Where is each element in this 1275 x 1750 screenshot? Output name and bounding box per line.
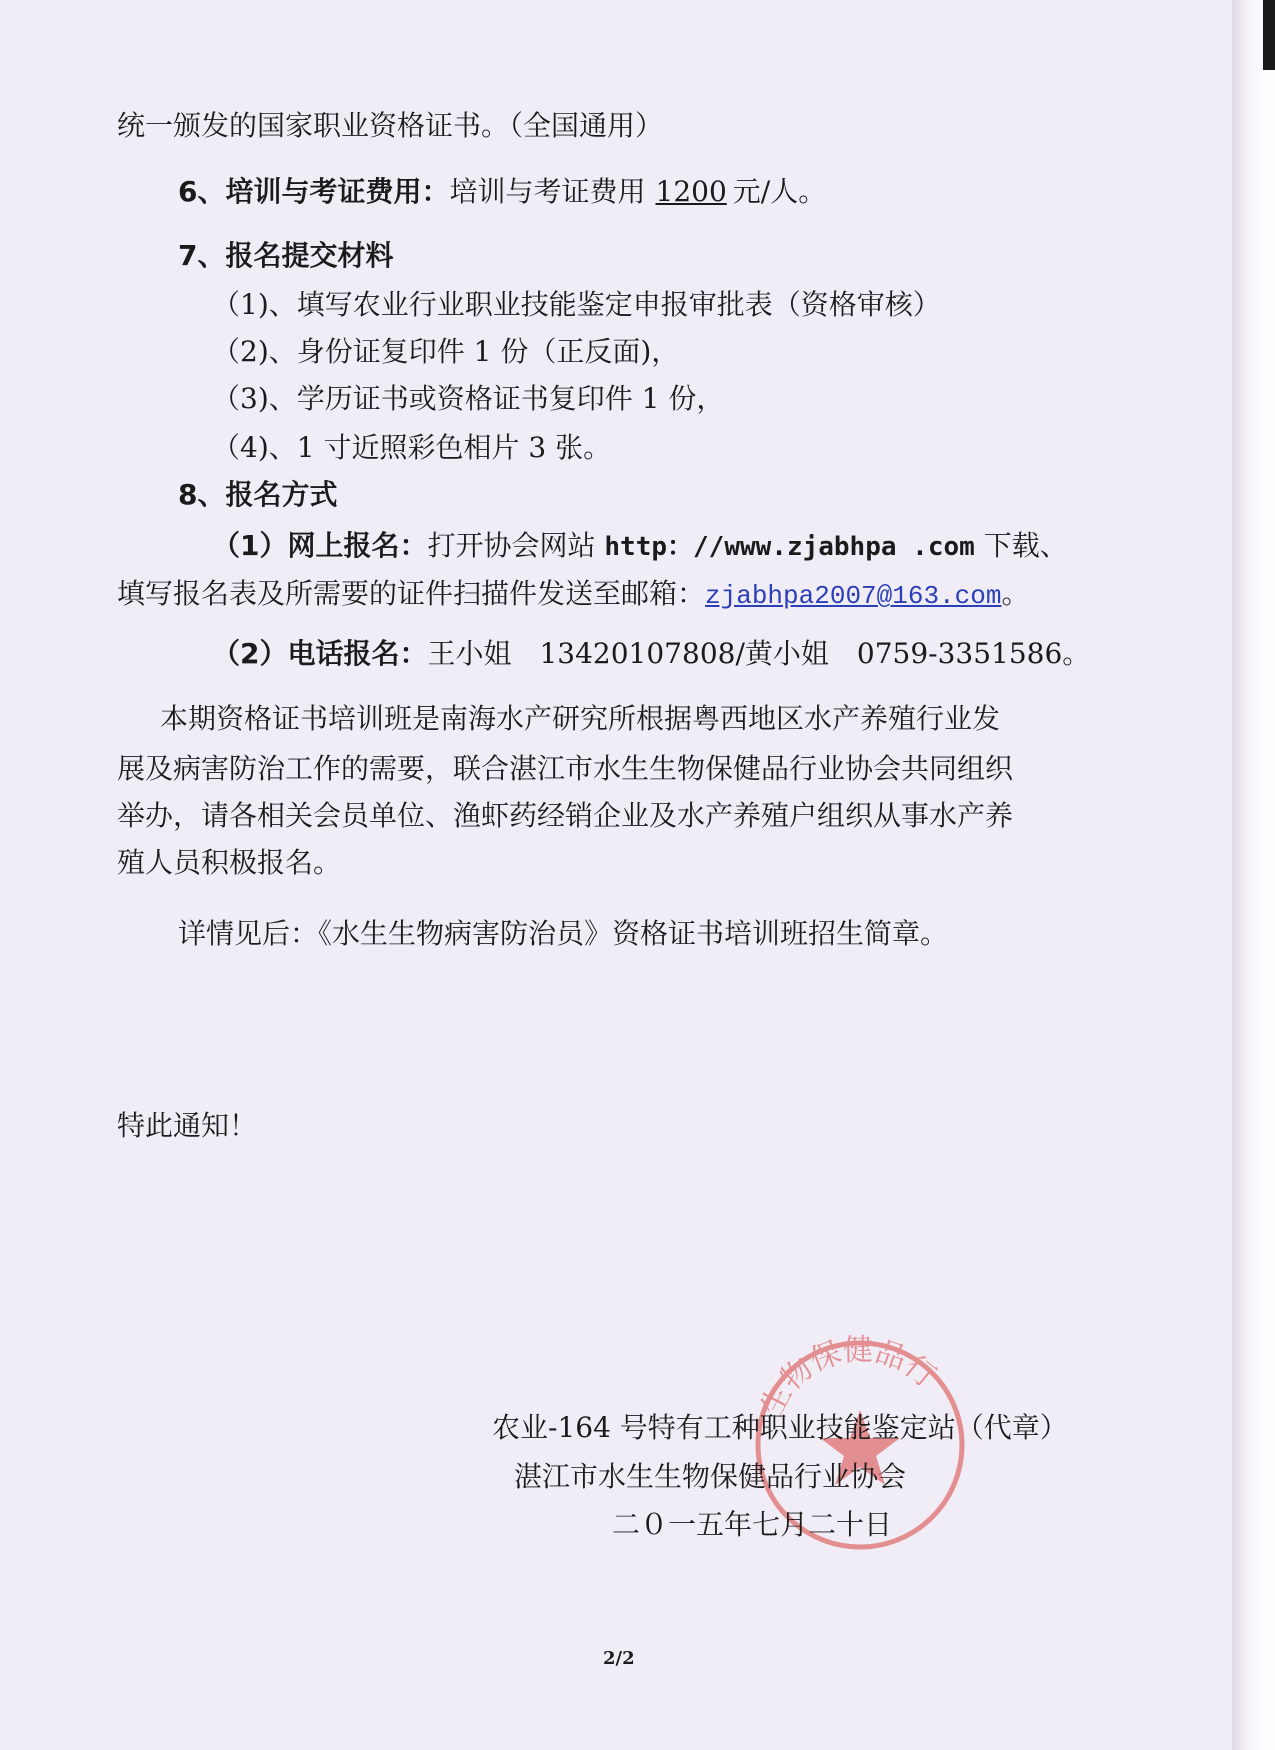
email-period: 。 bbox=[1001, 577, 1030, 610]
online-registration-label: （1）网上报名： bbox=[212, 529, 428, 562]
body-line-3: 举办，请各相关会员单位、渔虾药经销企业及水产养殖户组织从事水产养 bbox=[117, 799, 1014, 832]
online-registration-line2 bbox=[117, 576, 1029, 614]
body-line-2: 展及病害防治工作的需要，联合湛江市水生生物保健品行业协会共同组织 bbox=[117, 752, 1014, 785]
material-item-2: （2)、身份证复印件 1 份（正反面)， bbox=[212, 335, 680, 368]
section-6-heading: 6、培训与考证费用： bbox=[178, 175, 450, 208]
website-url[interactable]: http：//www.zjabhpa .com bbox=[604, 532, 975, 562]
phone-registration bbox=[212, 636, 1090, 672]
email-instruction: 填写报名表及所需要的证件扫描件发送至邮箱： bbox=[117, 577, 706, 610]
phone-contacts: 王小姐 13420107808/黄小姐 0759-3351586。 bbox=[427, 637, 1091, 670]
online-registration bbox=[212, 528, 1068, 565]
section-8-heading: 8、报名方式 bbox=[178, 478, 338, 511]
section-6-text: 培训与考证费用 bbox=[449, 175, 646, 208]
material-item-1: （1)、填写农业行业职业技能鉴定申报审批表（资格审核） bbox=[212, 288, 941, 321]
notice-closing: 特此通知！ bbox=[117, 1109, 258, 1142]
material-item-4: （4)、1 寸近照彩色相片 3 张。 bbox=[212, 431, 612, 464]
online-registration-download: 下载、 bbox=[983, 529, 1068, 562]
signature-org-1: 农业-164 号特有工种职业技能鉴定站（代章） bbox=[492, 1411, 1068, 1444]
signature-org-2: 湛江市水生生物保健品行业协会 bbox=[514, 1460, 907, 1493]
online-registration-text: 打开协会网站 bbox=[427, 529, 596, 562]
section-7-heading: 7、报名提交材料 bbox=[178, 239, 394, 272]
paragraph-continuation: 统一颁发的国家职业资格证书。（全国通用） bbox=[117, 109, 664, 142]
scan-margin bbox=[1232, 0, 1275, 1750]
section-6-unit: 元/人。 bbox=[732, 175, 827, 208]
scan-artifact bbox=[1263, 0, 1275, 70]
page-number: 2/2 bbox=[603, 1648, 635, 1669]
body-line-4: 殖人员积极报名。 bbox=[117, 846, 342, 879]
material-item-3: （3)、学历证书或资格证书复印件 1 份， bbox=[212, 382, 725, 415]
fee-amount: 1200 bbox=[655, 175, 727, 208]
email-link[interactable]: zjabhpa2007@163.com bbox=[705, 581, 1002, 611]
phone-registration-label: （2）电话报名： bbox=[212, 637, 428, 670]
section-6 bbox=[178, 174, 826, 210]
body-line-1: 本期资格证书培训班是南海水产研究所根据粤西地区水产养殖行业发 bbox=[160, 702, 1001, 735]
signature-date: 二０一五年七月二十日 bbox=[612, 1508, 893, 1541]
details-reference: 详情见后：《水生生物病害防治员》资格证书培训班招生简章。 bbox=[178, 917, 949, 950]
seal-text: 生物保健品行 bbox=[754, 1332, 943, 1422]
